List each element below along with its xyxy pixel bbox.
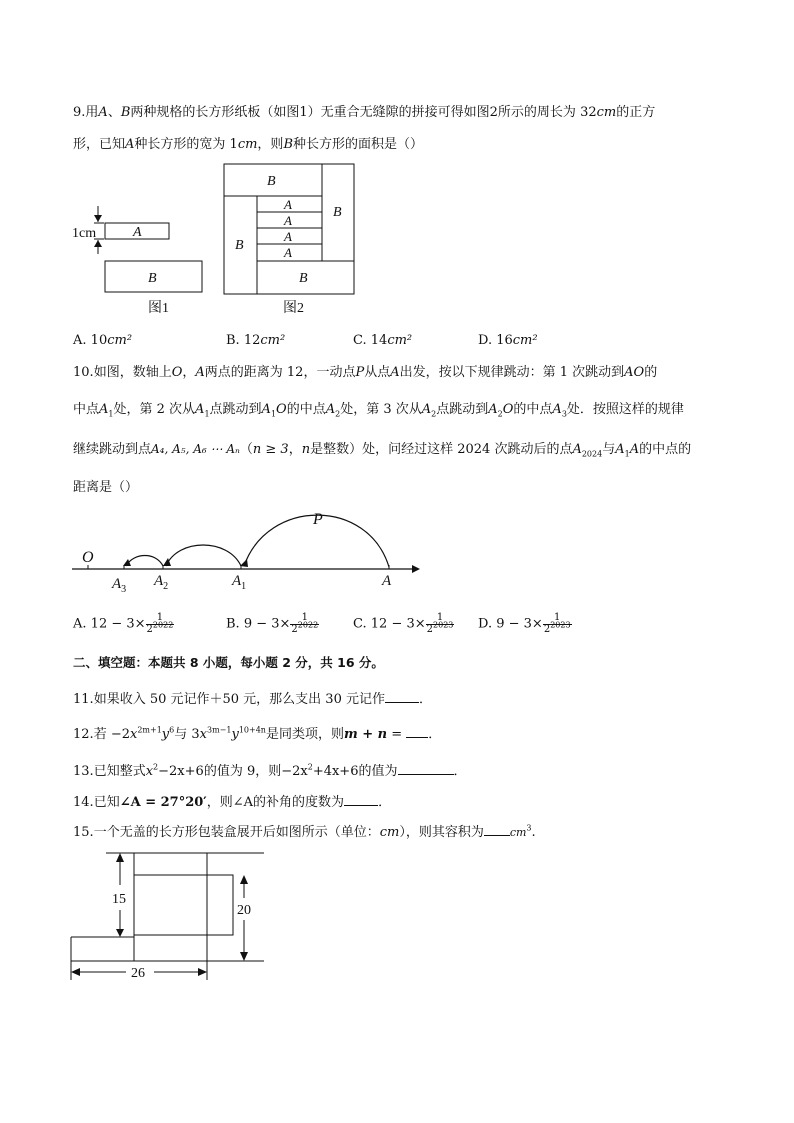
q10-arc-a1-to-a2 — [166, 545, 241, 566]
q15-dim26-arrow-left — [71, 968, 80, 976]
q9-fig2-a-label-1: A — [284, 197, 292, 212]
q9-fig2-top-label: B — [267, 174, 276, 189]
q15-dim20-arrow-top — [240, 875, 248, 884]
q9-fig2-right-label: B — [333, 205, 342, 220]
q10-line2: 中点$A_1$处，第 2 次从$A_1$点跳动到$A_1O$的中点$A_2$处，第 3 次从$A_2$点跳动到$A_2O$的中点$A_3$处．按照这样的规律 — [73, 402, 684, 419]
q15-dim20-arrow-bottom — [240, 952, 248, 961]
q10-line4: 距离是（） — [73, 480, 139, 495]
answer-blank[interactable] — [398, 762, 454, 775]
q10-label-a: A — [382, 573, 392, 589]
q9-fig2-a-label-4: A — [284, 245, 292, 260]
q10-option-d[interactable]: D. 9 − 3× $\frac{1}{2^{2023}}$ — [478, 612, 571, 635]
q9-figure — [60, 160, 380, 320]
q10-label-p: P — [313, 511, 323, 528]
q15-dim15-arrow-top — [116, 853, 124, 862]
answer-blank[interactable] — [484, 823, 510, 836]
q9-rect-a-label: A — [133, 225, 142, 240]
answer-blank[interactable] — [385, 690, 419, 703]
q11: 11.如果收入 50 元记作＋50 元，那么支出 30 元记作 ． — [73, 692, 432, 707]
q10-line1: 10.如图，数轴上O，A两点的距离为 12，一动点P从点A出发，按以下规律跳动：第 1 次跳动到AO的 — [73, 365, 658, 380]
fraction: $\frac{1}{2^{2023}}$ — [426, 612, 454, 635]
q10-arc-a3-arrow — [123, 559, 131, 566]
q10-axis-arrow — [412, 565, 420, 573]
q10-label-a2: $A_2$ — [154, 573, 169, 592]
q9-fig2-left-label: B — [235, 238, 244, 253]
q10-option-c[interactable]: C. 12 − 3× $\frac{1}{2^{2023}}$ — [353, 612, 454, 635]
q10-label-o: O — [82, 549, 94, 566]
q9-option-b[interactable]: B. 12cm² — [226, 333, 286, 348]
q9-caption-1: 图1 — [148, 301, 169, 316]
q9-1cm-arrow-bottom — [94, 240, 102, 247]
q9-fig2-a-label-2: A — [284, 213, 292, 228]
q10-line3: 继续跳动到点A₄, A₅, A₆ ⋯ Aₙ（n ≥ 3，n是整数）处，问经过这样 2024 次跳动后的点$A_{2024}$与$A_1A$的中点的 — [73, 442, 692, 459]
q15-dim26-arrow-right — [198, 968, 207, 976]
q9-option-d[interactable]: D. 16cm² — [478, 333, 538, 348]
fraction: $\frac{1}{2^{2023}}$ — [543, 612, 571, 635]
q9-line2: 形，已知A种长方形的宽为 1cm，则B种长方形的面积是（） — [73, 137, 424, 152]
q9-rect-b-label: B — [148, 271, 157, 286]
q15-dim-26: 26 — [131, 966, 145, 981]
q10-label-a1: $A_1$ — [232, 573, 247, 592]
section-title-fill-in: 二、填空题：本题共 8 小题，每小题 2 分，共 16 分。 — [73, 655, 384, 670]
q10-label-a3: $A_3$ — [112, 576, 127, 595]
q10-option-a[interactable]: A. 12 − 3× $\frac{1}{2^{2022}}$ — [73, 612, 174, 635]
q15-mid-rect — [134, 875, 233, 935]
q13: 13.已知整式$x^2-2x+6$的值为 9，则$-2x^2+4x+6$的值为 ． — [73, 762, 467, 779]
q10-arc-a2-to-a3 — [126, 556, 163, 567]
q15-net-figure — [66, 848, 276, 988]
fraction: $\frac{1}{2^{2022}}$ — [146, 612, 174, 635]
q9-fig2-a-label-3: A — [284, 229, 292, 244]
q9-label-1cm: 1cm — [72, 226, 97, 241]
q15: 15.一个无盖的长方形包装盒展开后如图所示（单位：cm），则其容积为 $cm^3$. — [73, 823, 536, 840]
q9-1cm-arrow-top — [94, 215, 102, 222]
q9-line1: 9.用A、B两种规格的长方形纸板（如图1）无重合无缝隙的拼接可得如图2所示的周长为 32cm的正方 — [73, 105, 656, 120]
q10-numberline-figure — [68, 508, 428, 598]
q14: 14.已知∠A = 27°20′，则∠A的补角的度数为 ． — [73, 795, 392, 810]
answer-blank[interactable] — [344, 793, 378, 806]
q15-dim15-arrow-bottom — [116, 929, 124, 937]
fraction: $\frac{1}{2^{2022}}$ — [291, 612, 319, 635]
q12: 12.若 $-2x^{2m+1}y^6$与 $3x^{3m-1}y^{10+4n}$是同类项，则m + n = ． — [73, 725, 442, 742]
q9-fig2-bottom-label: B — [299, 271, 308, 286]
q9-option-a[interactable]: A. 10cm² — [73, 333, 133, 348]
q9-caption-2: 图2 — [283, 301, 304, 316]
q15-dim-15: 15 — [112, 892, 126, 907]
q9-option-c[interactable]: C. 14cm² — [353, 333, 413, 348]
answer-blank[interactable] — [406, 725, 428, 738]
q15-dim-20: 20 — [237, 903, 251, 918]
q10-option-b[interactable]: B. 9 − 3× $\frac{1}{2^{2022}}$ — [226, 612, 319, 635]
